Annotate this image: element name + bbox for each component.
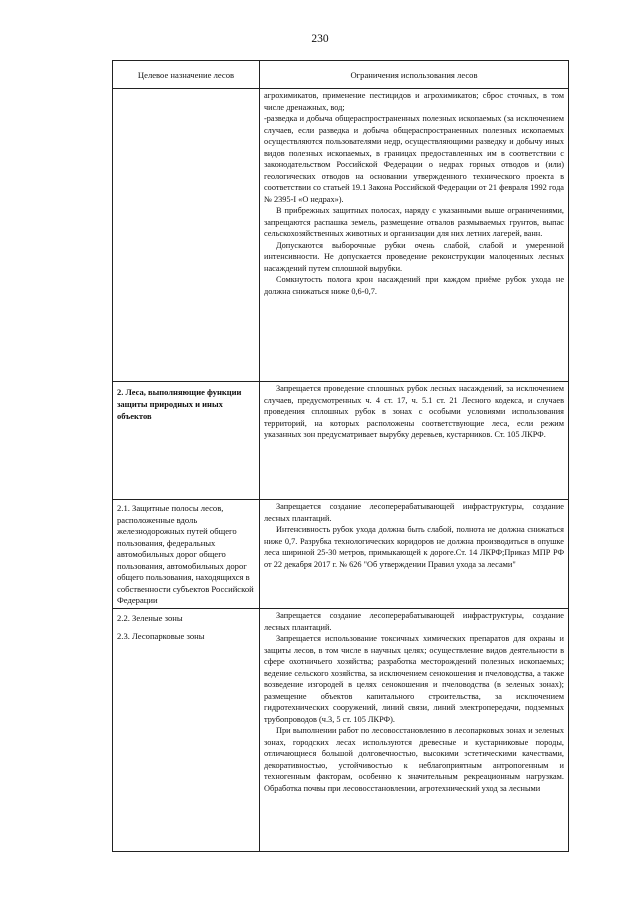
row-restrictions-cell	[260, 382, 569, 500]
restriction-paragraph: Запрещается создание лесоперерабатывающей инфраструктуры, создание лесных плантаций.	[264, 502, 564, 523]
restriction-paragraph: агрохимикатов, применение пестицидов и агрохимикатов; сброс сточных, в том числе дренажных, вод;	[264, 91, 564, 112]
forest-restrictions-table	[112, 60, 569, 852]
restriction-paragraph: Допускаются выборочные рубки очень слабой, слабой и умеренной интенсивности. Не допускается проведение реконструкции малоценных лесных насаждений путем сплошной вырубки.	[264, 240, 564, 273]
forest-purpose-item: 2.1. Защитные полосы лесов, расположенные вдоль железнодорожных путей общего пользования, федеральных автомобильных дорог общего пользования, автомобильных дорог общего пользования, находящихся в собственности субъектов Российской Федерации	[117, 503, 254, 605]
table-header-row	[113, 61, 569, 89]
table-row	[113, 609, 569, 852]
row-restrictions-cell	[260, 609, 569, 852]
restriction-paragraph: Интенсивность рубок ухода должна быть слабой, полнота не должна снижаться ниже 0,7. Разрубка технологических коридоров не должна производиться в опушке леса шириной 25-30 метров, примыкающей к дороге.Ст. 14 ЛКРФ;Приказ МПР РФ от 22 декабря 2017 г. № 626 "Об утверждении Правил ухода за лесами"	[264, 525, 564, 569]
restriction-paragraph: В прибрежных защитных полосах, наряду с указанными выше ограничениями, запрещаются распашка земель, размещение отвалов размываемых грунтов, выпас сельскохозяйственных животных и организации для них летних лагерей, ванн.	[264, 206, 564, 238]
restriction-paragraph: -разведка и добыча общераспространенных полезных ископаемых (за исключением случаев, если разведка и добыча общераспространенных полезных ископаемых осуществляются пользователями недр, осуществляющими разведку и добычу иных видов полезных ископаемых, в границах предоставленных им в соответствии с законодательством Российской Федерации о недрах горных отводов и (или) геологических отводов на основании утвержденного технического проекта в соответствии со статьей 19.1 Закона Российской Федерации от 21 февраля 1992 года № 2395-I «О недрах»).	[264, 114, 564, 204]
restriction-paragraph: Сомкнутость полога крон насаждений при каждом приёме рубок ухода не должна снижаться ниже 0,6-0,7.	[264, 275, 564, 296]
forest-purpose-item: 2.3. Лесопарковые зоны	[117, 630, 205, 641]
restriction-paragraph: При выполнении работ по лесовосстановлению в лесопарковых зонах и зеленых зонах, городских лесах используются древесные и кустарниковые породы, отличающиеся большой долговечностью, высокими эстетическими качествами, декоративностью, устойчивостью к неблагоприятным антропогенным и техногенным факторам, особенно к значительным рекреационным нагрузкам. Обработка почвы при лесовосстановлении, агротехнический уход за лесными	[264, 726, 564, 793]
row-purpose-cell	[113, 609, 260, 852]
row-purpose-cell	[113, 89, 260, 382]
header-forest-purpose: Целевое назначение лесов	[113, 61, 260, 89]
row-purpose-cell	[113, 382, 260, 500]
table-row	[113, 500, 569, 609]
forest-purpose-item: 2.2. Зеленые зоны	[117, 613, 183, 623]
table-row	[113, 382, 569, 500]
restriction-paragraph: Запрещается проведение сплошных рубок лесных насаждений, за исключением случаев, предусмотренных ч. 4 ст. 17, ч. 5.1 ст. 21 Лесного кодекса, и случаев проведения сплошных рубок в зонах с особыми условиями использования территорий, на которых расположены соответствующие леса, если режим указанных зон предусматривает вырубку деревьев, кустарников. Ст. 105 ЛКРФ.	[264, 384, 564, 439]
forest-purpose-heading: 2. Леса, выполняющие функции защиты природных и иных объектов	[117, 387, 242, 421]
header-usage-restrictions: Ограничения использования лесов	[260, 61, 569, 89]
restriction-paragraph: Запрещается использование токсичных химических препаратов для охраны и защиты лесов, в том числе в научных целях; осуществление видов деятельности в сфере охотничьего хозяйства; разработка месторождений полезных ископаемых; ведение сельского хозяйства, за исключением сенокошения и пчеловодства, а также возведение изгородей в целях сенокошения и пчеловодства (в зеленых зонах); размещение объектов капитального строительства, за исключением гидротехнических сооружений, линий связи, линий электропередачи, подземных трубопроводов (ч.3, 5 ст. 105 ЛКРФ).	[264, 634, 564, 724]
row-purpose-cell	[113, 500, 260, 609]
restriction-paragraph: Запрещается создание лесоперерабатывающей инфраструктуры, создание лесных плантаций.	[264, 611, 564, 632]
page-number: 230	[311, 33, 329, 45]
table-row	[113, 89, 569, 382]
row-restrictions-cell	[260, 500, 569, 609]
row-restrictions-cell	[260, 89, 569, 382]
